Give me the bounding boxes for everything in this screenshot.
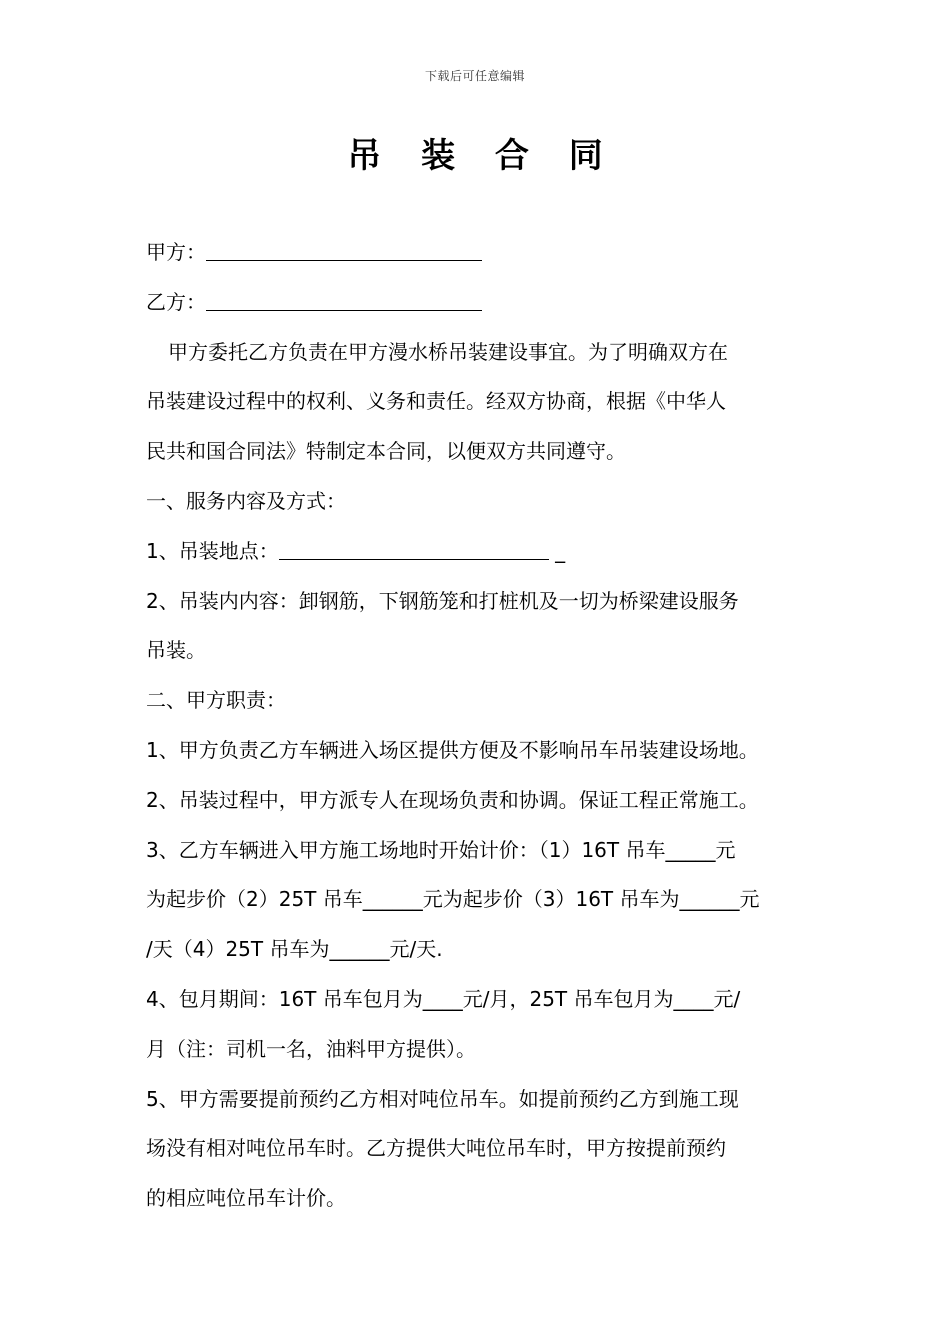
- paragraph-line: /天（4）25T 吊车为______元/天.: [146, 937, 443, 962]
- site-blank: [279, 539, 549, 560]
- paragraph-line: 吊装。: [146, 638, 206, 663]
- contract-body: [146, 228, 826, 1224]
- party-a-blank: [206, 240, 482, 261]
- contract-title: 吊 装 合 同: [347, 136, 617, 176]
- site-tail: _: [548, 538, 566, 563]
- header-note: 下载后可任意编辑: [424, 69, 525, 83]
- paragraph-line: 5、甲方需要提前预约乙方相对吨位吊车。如提前预约乙方到施工现: [146, 1086, 739, 1111]
- section-heading: 一、服务内容及方式：: [146, 488, 346, 513]
- paragraph-line: 民共和国合同法》特制定本合同，以便双方共同遵守。: [146, 439, 626, 464]
- site-line: [146, 527, 826, 577]
- paragraph-line: 甲方委托乙方负责在甲方漫水桥吊装建设事宜。为了明确双方在: [168, 339, 728, 364]
- paragraph-line: 2、吊装内内容：卸钢筋，下钢筋笼和打桩机及一切为桥梁建设服务: [146, 588, 739, 613]
- paragraph-line: 3、乙方车辆进入甲方施工场地时开始计价：（1）16T 吊车_____元: [146, 837, 736, 862]
- paragraph-line: 为起步价（2）25T 吊车______元为起步价（3）16T 吊车为______元: [146, 887, 760, 912]
- site-label: 1、吊装地点：: [146, 538, 279, 563]
- party-a-line: [146, 228, 826, 278]
- party-b-blank: [206, 290, 482, 311]
- party-a-label: 甲方：: [146, 240, 206, 264]
- section-heading: 二、甲方职责：: [146, 688, 286, 713]
- paragraph-line: 吊装建设过程中的权利、义务和责任。经双方协商，根据《中华人: [146, 389, 726, 414]
- paragraph-line: 2、吊装过程中，甲方派专人在现场负责和协调。保证工程正常施工。: [146, 787, 759, 812]
- paragraph-line: 1、甲方负责乙方车辆进入场区提供方便及不影响吊车吊装建设场地。: [146, 737, 759, 762]
- paragraph-line: 月（注：司机一名，油料甲方提供）。: [146, 1036, 476, 1061]
- paragraph-line: 场没有相对吨位吊车时。乙方提供大吨位吊车时，甲方按提前预约: [146, 1136, 726, 1161]
- paragraph-line: 的相应吨位吊车计价。: [146, 1186, 346, 1211]
- party-b-line: [146, 278, 826, 328]
- party-b-label: 乙方：: [146, 289, 206, 314]
- paragraph-line: 4、包月期间：16T 吊车包月为____元/月，25T 吊车包月为____元/: [146, 986, 741, 1011]
